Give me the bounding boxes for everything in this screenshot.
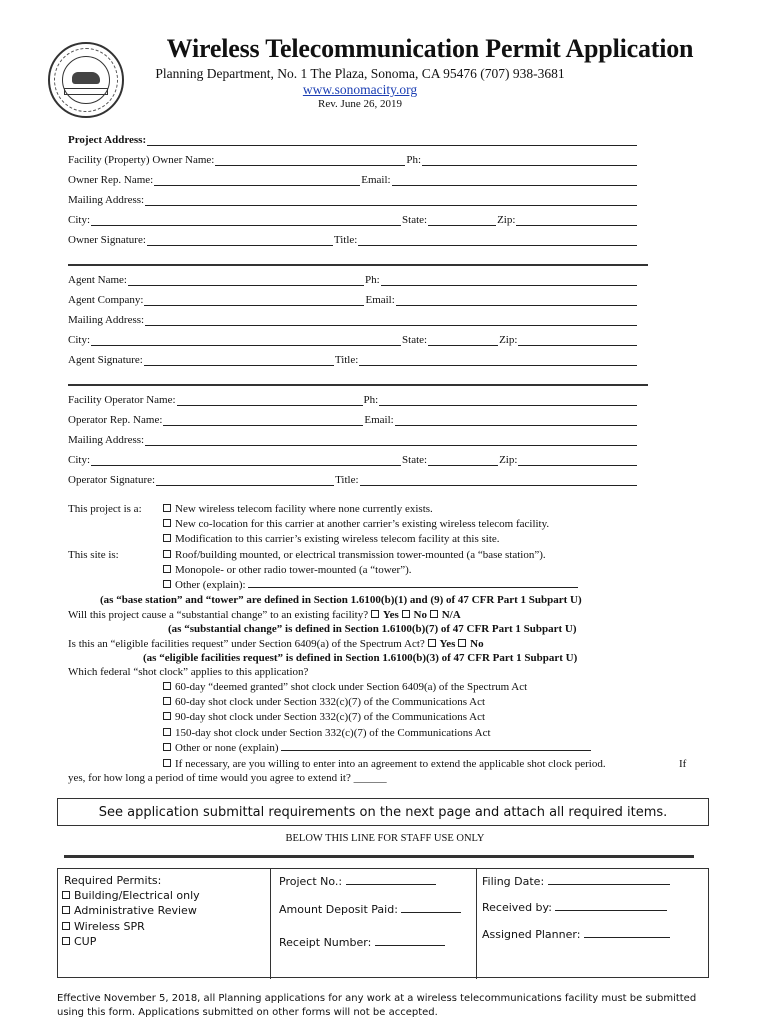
shot-clock-option-extend[interactable]: If necessary, are you willing to enter into an agreement to extend the applicable shot clock period. (163, 758, 606, 770)
receipt-number-line[interactable] (375, 936, 445, 946)
substantial-yes-option[interactable]: Yes (371, 609, 399, 621)
project-option-new[interactable]: New wireless telecom facility where none currently exists. (163, 503, 433, 515)
project-no-line[interactable] (346, 875, 436, 885)
permit-cup[interactable]: CUP (62, 935, 96, 948)
staff-divider (64, 855, 694, 858)
agent-company-row (68, 292, 638, 306)
seal-bear-icon (72, 72, 100, 84)
operator-rep-field[interactable] (163, 416, 363, 426)
section-divider (68, 264, 648, 266)
staff-use-table (57, 868, 709, 978)
agent-signature-field[interactable] (144, 356, 334, 366)
received-by-line[interactable] (555, 901, 667, 911)
substantial-na-option[interactable]: N/A (430, 609, 461, 621)
checkbox-icon[interactable] (163, 550, 171, 558)
operator-signature-label: Operator Signature: (68, 474, 156, 486)
operator-mailing-field[interactable] (145, 436, 637, 446)
department-address: Planning Department, No. 1 The Plaza, Sonoma, CA 95476 (707) 938-3681 (155, 66, 565, 81)
owner-title-field[interactable] (358, 236, 637, 246)
shot-clock-question: Which federal “shot clock” applies to this application? (68, 666, 309, 678)
eligible-no-option[interactable]: No (458, 638, 483, 650)
checkbox-icon[interactable] (163, 580, 171, 588)
site-option-base-station[interactable]: Roof/building mounted, or electrical transmission tower-mounted (a “base station”). (163, 549, 546, 561)
project-option-modification[interactable]: Modification to this carrier’s existing wireless telecom facility at this site. (163, 533, 500, 545)
site-definition-note: (as “base station” and “tower” are defined in Section 1.6100(b)(1) and (9) of 47 CFR Part 1 Subpart U) (100, 594, 582, 606)
filing-date-line[interactable] (548, 875, 670, 885)
operator-title-label: Title: (335, 474, 359, 486)
operator-phone-field[interactable] (379, 396, 637, 406)
shot-clock-if-word: If (679, 758, 687, 770)
operator-phone-label: Ph: (363, 394, 379, 406)
checkbox-icon[interactable] (163, 565, 171, 573)
city-seal-logo (48, 42, 124, 118)
owner-email-label: Email: (361, 174, 391, 186)
agent-city-label: City: (68, 334, 91, 346)
checkbox-icon[interactable] (62, 906, 70, 914)
deposit-field[interactable]: Amount Deposit Paid: (279, 903, 461, 916)
owner-rep-row (68, 172, 638, 186)
eligible-yes-option[interactable]: Yes (428, 638, 456, 650)
agent-title-label: Title: (334, 354, 359, 366)
shot-clock-option-90[interactable]: 90-day shot clock under Section 332(c)(7) of the Communications Act (163, 711, 485, 723)
checkbox-icon[interactable] (163, 519, 171, 527)
owner-state-field[interactable] (428, 216, 496, 226)
operator-rep-row (68, 412, 638, 426)
owner-mailing-field[interactable] (145, 196, 637, 206)
agent-city-field[interactable] (91, 336, 401, 346)
owner-zip-field[interactable] (516, 216, 637, 226)
project-no-field[interactable]: Project No.: (279, 875, 436, 888)
operator-city-row (68, 452, 638, 466)
operator-title-field[interactable] (360, 476, 637, 486)
agent-zip-field[interactable] (518, 336, 637, 346)
site-other-explain-field[interactable] (248, 579, 578, 588)
shot-clock-followup: yes, for how long a period of time would you agree to extend it? ______ (68, 772, 387, 784)
operator-state-label: State: (402, 454, 428, 466)
checkbox-icon[interactable] (428, 639, 436, 647)
owner-phone-label: Ph: (406, 154, 422, 166)
checkbox-icon[interactable] (430, 610, 438, 618)
operator-mailing-row (68, 432, 638, 446)
shot-clock-option-other[interactable]: Other or none (explain) (163, 742, 591, 754)
footer-notice: Effective November 5, 2018, all Planning applications for any work at a wireless telecommunications facility must be submitted using this form. Applications submitted on other forms will not be accepted. (57, 993, 697, 1018)
owner-name-field[interactable] (215, 156, 405, 166)
project-address-field[interactable] (147, 136, 637, 146)
website-link[interactable]: www.sonomacity.org (302, 82, 418, 97)
shot-clock-option-60[interactable]: 60-day shot clock under Section 332(c)(7) of the Communications Act (163, 696, 485, 708)
owner-state-label: State: (402, 214, 428, 226)
substantial-change-definition: (as “substantial change” is defined in Section 1.6100(b)(7) of 47 CFR Part 1 Subpart U) (168, 623, 577, 635)
agent-name-field[interactable] (128, 276, 364, 286)
operator-name-label: Facility Operator Name: (68, 394, 176, 406)
agent-title-field[interactable] (359, 356, 637, 366)
agent-state-field[interactable] (428, 336, 498, 346)
operator-rep-label: Operator Rep. Name: (68, 414, 163, 426)
operator-name-field[interactable] (177, 396, 363, 406)
page-title: Wireless Telecommunication Permit Application (166, 34, 694, 63)
agent-email-label: Email: (365, 294, 395, 306)
seal-banner (64, 88, 108, 95)
shot-clock-option-150[interactable]: 150-day shot clock under Section 332(c)(7) of the Communications Act (163, 727, 491, 739)
checkbox-icon[interactable] (62, 937, 70, 945)
project-address-row (68, 132, 638, 146)
site-option-other[interactable]: Other (explain): (163, 579, 578, 591)
agent-mailing-row (68, 312, 638, 326)
owner-zip-label: Zip: (497, 214, 516, 226)
agent-state-label: State: (402, 334, 428, 346)
received-by-field[interactable]: Received by: (482, 901, 667, 914)
agent-name-row (68, 272, 638, 286)
submittal-requirements-banner (57, 798, 709, 826)
operator-email-field[interactable] (395, 416, 637, 426)
required-permits-label: Required Permits: (64, 874, 162, 887)
receipt-number-field[interactable]: Receipt Number: (279, 936, 445, 949)
checkbox-icon[interactable] (163, 534, 171, 542)
substantial-no-option[interactable]: No (402, 609, 427, 621)
owner-mailing-label: Mailing Address: (68, 194, 145, 206)
substantial-change-question: Will this project cause a “substantial change” to an existing facility? Yes No N/A (68, 609, 461, 621)
agent-city-row (68, 332, 638, 346)
operator-email-label: Email: (364, 414, 394, 426)
owner-city-row (68, 212, 638, 226)
site-option-tower[interactable]: Monopole- or other radio tower-mounted (a “tower”). (163, 564, 412, 576)
project-address-label: Project Address: (68, 134, 147, 146)
staff-use-heading: BELOW THIS LINE FOR STAFF USE ONLY (285, 833, 485, 844)
owner-rep-field[interactable] (154, 176, 360, 186)
owner-mailing-row (68, 192, 638, 206)
checkbox-icon[interactable] (371, 610, 379, 618)
checkbox-icon[interactable] (163, 682, 171, 690)
assigned-planner-line[interactable] (584, 928, 670, 938)
owner-title-label: Title: (333, 234, 358, 246)
permit-wireless-spr[interactable]: Wireless SPR (62, 920, 145, 933)
checkbox-icon[interactable] (163, 504, 171, 512)
revision-date: Rev. June 26, 2019 (318, 98, 402, 110)
owner-signature-row (68, 232, 638, 246)
permit-building[interactable]: Building/Electrical only (62, 889, 200, 902)
project-type-label: This project is a: (68, 503, 142, 515)
agent-mailing-field[interactable] (145, 316, 637, 326)
shot-clock-option-60-deemed[interactable]: 60-day “deemed granted” shot clock under Section 6409(a) of the Spectrum Act (163, 681, 527, 693)
operator-signature-row (68, 472, 638, 486)
operator-signature-field[interactable] (156, 476, 334, 486)
checkbox-icon[interactable] (163, 697, 171, 705)
agent-name-label: Agent Name: (68, 274, 127, 286)
owner-email-field[interactable] (392, 176, 637, 186)
operator-mailing-label: Mailing Address: (68, 434, 145, 446)
agent-phone-label: Ph: (364, 274, 380, 286)
assigned-planner-field[interactable]: Assigned Planner: (482, 928, 670, 941)
agent-company-label: Agent Company: (68, 294, 144, 306)
checkbox-icon[interactable] (62, 891, 70, 899)
agent-signature-row (68, 352, 638, 366)
submittal-requirements-text: See application submittal requirements on the next page and attach all required items. (98, 804, 668, 820)
owner-phone-field[interactable] (422, 156, 637, 166)
operator-zip-field[interactable] (518, 456, 637, 466)
agent-zip-label: Zip: (499, 334, 518, 346)
agent-mailing-label: Mailing Address: (68, 314, 145, 326)
owner-rep-label: Owner Rep. Name: (68, 174, 154, 186)
owner-name-row (68, 152, 638, 166)
filing-date-field[interactable]: Filing Date: (482, 875, 670, 888)
eligible-definition: (as “eligible facilities request” is defined in Section 1.6100(b)(3) of 47 CFR Part 1 Subpart U) (143, 652, 578, 664)
owner-name-label: Facility (Property) Owner Name: (68, 154, 215, 166)
checkbox-icon[interactable] (458, 639, 466, 647)
checkbox-icon[interactable] (163, 728, 171, 736)
operator-city-field[interactable] (91, 456, 401, 466)
permit-admin-review[interactable]: Administrative Review (62, 904, 197, 917)
operator-city-label: City: (68, 454, 91, 466)
owner-city-field[interactable] (91, 216, 401, 226)
checkbox-icon[interactable] (163, 759, 171, 767)
shot-clock-other-field[interactable] (281, 742, 591, 751)
deposit-line[interactable] (401, 903, 461, 913)
owner-city-label: City: (68, 214, 91, 226)
project-option-colocation[interactable]: New co-location for this carrier at another carrier’s existing wireless telecom facility. (163, 518, 549, 530)
owner-signature-field[interactable] (147, 236, 333, 246)
operator-state-field[interactable] (428, 456, 498, 466)
operator-name-row (68, 392, 638, 406)
agent-company-field[interactable] (144, 296, 364, 306)
checkbox-icon[interactable] (402, 610, 410, 618)
checkbox-icon[interactable] (163, 712, 171, 720)
agent-signature-label: Agent Signature: (68, 354, 143, 366)
site-label: This site is: (68, 549, 119, 561)
checkbox-icon[interactable] (163, 743, 171, 751)
checkbox-icon[interactable] (62, 922, 70, 930)
operator-zip-label: Zip: (499, 454, 518, 466)
agent-email-field[interactable] (396, 296, 637, 306)
owner-signature-label: Owner Signature: (68, 234, 146, 246)
eligible-question: Is this an “eligible facilities request” under Section 6409(a) of the Spectrum Act? Yes No (68, 638, 484, 650)
agent-phone-field[interactable] (381, 276, 637, 286)
section-divider (68, 384, 648, 386)
